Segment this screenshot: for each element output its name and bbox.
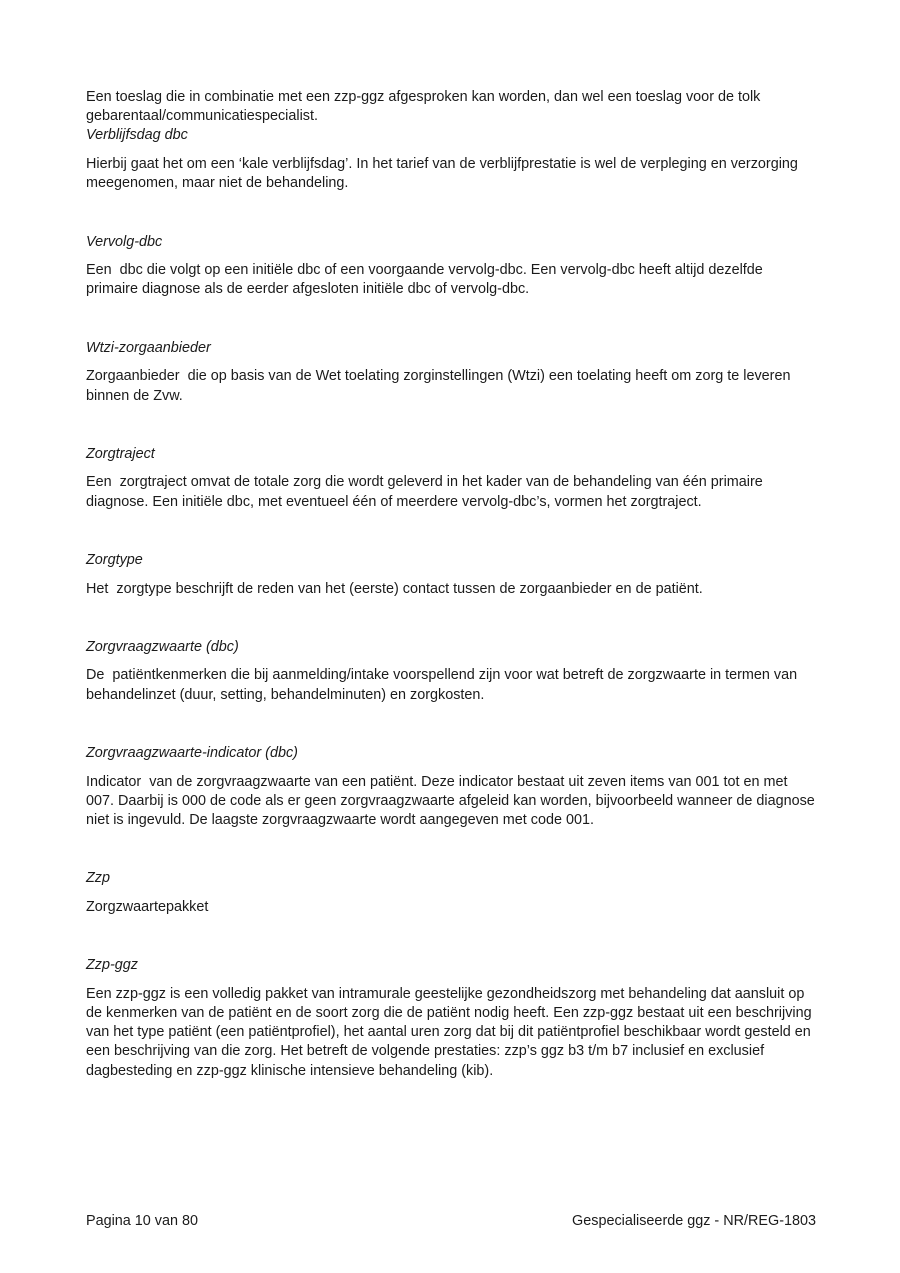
glossary-entry-verblijfsdag-dbc [86,126,818,193]
page-number: Pagina 10 van 80 [86,1213,199,1229]
glossary-definition: Zorgzwaartepakket [86,898,209,915]
glossary-entry-zorgvraagzwaarte-indicator [86,744,818,830]
glossary-definition: Een dbc die volgt op een initiële dbc of een voorgaande vervolg-dbc. Een vervolg-dbc heeft altijd dezelfde primaire diagnose als de eerder afgesloten initiële dbc of vervolg-dbc. [86,262,767,298]
glossary-term: Zzp-ggz [86,957,138,974]
glossary-term: Zorgvraagzwaarte-indicator (dbc) [86,744,298,761]
definition-continued: Een toeslag die in combinatie met een zzp-ggz afgesproken kan worden, dan wel een toeslag voor de tolk gebarentaal/communicatiespecialist. [86,89,765,125]
glossary-definition: Een zorgtraject omvat de totale zorg die wordt geleverd in het kader van de behandeling van één primaire diagnose. Een initiële dbc, met eventueel één of meerdere vervolg-dbc’s, vormen het zorgtraject. [86,474,767,510]
glossary-entry-vervolg-dbc [86,233,818,300]
glossary-term: Zorgtype [86,551,143,568]
glossary-entry-zorgtype [86,551,818,599]
glossary-content [86,88,818,1120]
glossary-term: Wtzi-zorgaanbieder [86,339,211,356]
document-reference: Gespecialiseerde ggz - NR/REG-1803 [572,1213,816,1229]
glossary-definition: Het zorgtype beschrijft de reden van het (eerste) contact tussen de zorgaanbieder en de patiënt. [86,580,703,597]
glossary-entry-wtzi-zorgaanbieder [86,339,818,406]
glossary-definition: De patiëntkenmerken die bij aanmelding/intake voorspellend zijn voor wat betreft de zorgzwaarte in termen van behandelinzet (duur, setting, behandelminuten) en zorgkosten. [86,667,802,703]
page-footer [86,1212,816,1231]
glossary-entry-zorgtraject [86,445,818,512]
glossary-term: Vervolg-dbc [86,233,163,250]
glossary-definition: Zorgaanbieder die op basis van de Wet toelating zorginstellingen (Wtzi) een toelating heeft om zorg te leveren binnen de Zvw. [86,368,795,404]
glossary-entry-zorgvraagzwaarte [86,638,818,705]
glossary-definition: Een zzp-ggz is een volledig pakket van intramurale geestelijke gezondheidszorg met behandeling dat aansluit op de kenmerken van de patiënt en de soort zorg die de patiënt nodig heeft. Een zzp-ggz bestaat uit een beschrijving van het type patiënt (een patiëntprofiel), het aantal uren zorg dat bij dit patiëntprofiel beschikbaar wordt gesteld en een beschrijving van die zorg. Het betreft de volgende prestaties: zzp’s ggz b3 t/m b7 inclusief en exclusief dagbesteding en zzp-ggz klinische intensieve behandeling (kib). [86,985,816,1079]
glossary-term: Zorgvraagzwaarte (dbc) [86,638,239,655]
glossary-definition: Hierbij gaat het om een ‘kale verblijfsdag’. In het tarief van de verblijfprestatie is wel de verpleging en verzorging meegenomen, maar niet de behandeling. [86,156,802,192]
glossary-entry-zzp [86,869,818,917]
glossary-entry-zzp-ggz [86,956,818,1081]
glossary-definition: Indicator van de zorgvraagzwaarte van een patiënt. Deze indicator bestaat uit zeven items van 001 tot en met 007. Daarbij is 000 de code als er geen zorgvraagzwaarte afgeleid kan worden, bijvoorbeeld wanneer de diagnose niet is ingevuld. De laagste zorgvraagzwaarte wordt aangegeven met code 001. [86,773,819,828]
glossary-term: Verblijfsdag dbc [86,127,188,144]
glossary-term: Zzp [86,870,110,887]
glossary-term: Zorgtraject [86,445,155,462]
